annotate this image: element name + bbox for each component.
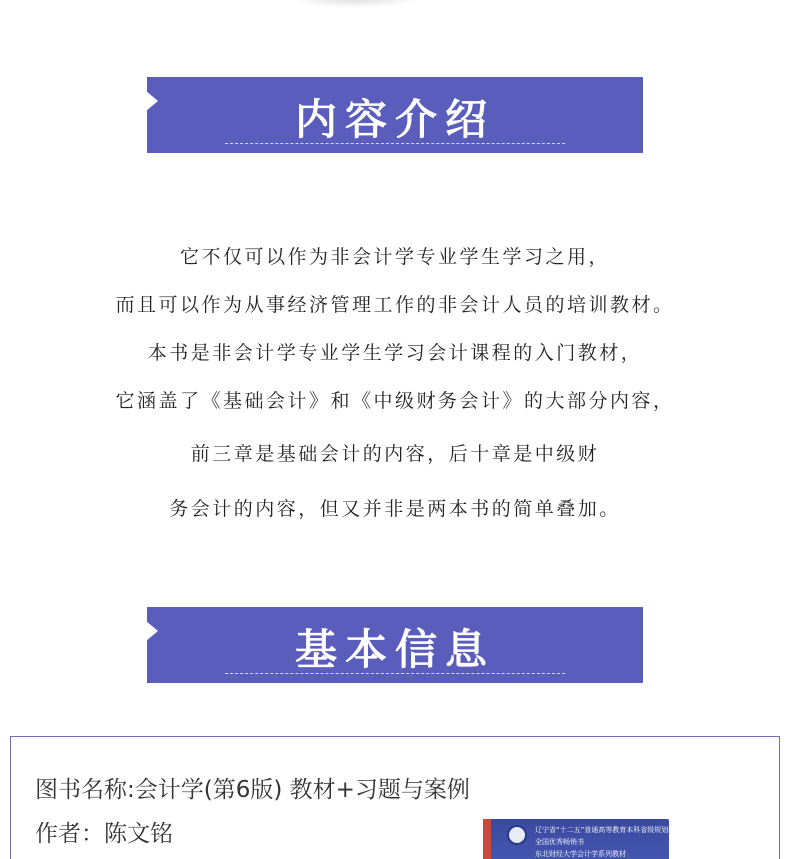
intro-line: 它不仅可以作为非会计学专业学生学习之用， bbox=[179, 246, 610, 268]
emblem-icon bbox=[507, 825, 527, 845]
section-title-info: 基本信息 bbox=[294, 625, 495, 674]
banner-underline bbox=[225, 673, 565, 674]
info-box bbox=[10, 736, 780, 859]
intro-line: 务会计的内容，但又并非是两本书的简单叠加。 bbox=[169, 498, 621, 520]
cover-line: 全国优秀畅销书 bbox=[535, 838, 584, 846]
section-banner-intro bbox=[147, 77, 643, 153]
book-name: 图书名称:会计学(第6版) 教材+习题与案例 bbox=[35, 777, 470, 803]
banner-underline bbox=[225, 143, 565, 144]
intro-line: 本书是非会计学专业学生学习会计课程的入门教材， bbox=[147, 342, 643, 364]
cover-line: 辽宁省“十二五”普通高等教育本科省级规划教材 bbox=[535, 826, 683, 834]
top-shadow bbox=[290, 0, 420, 8]
cover-line: 东北财经大学会计学系列教材 bbox=[535, 850, 626, 858]
intro-line: 前三章是基础会计的内容，后十章是中级财 bbox=[190, 443, 600, 465]
intro-line: 而且可以作为从事经济管理工作的非会计人员的培训教材。 bbox=[115, 294, 675, 316]
book-spine bbox=[483, 819, 491, 859]
book-author: 作者：陈文铭 bbox=[35, 821, 173, 847]
section-banner-info bbox=[147, 607, 643, 683]
intro-line: 它涵盖了《基础会计》和《中级财务会计》的大部分内容， bbox=[115, 390, 675, 412]
book-cover-image bbox=[483, 819, 683, 859]
section-title-intro: 内容介绍 bbox=[294, 95, 495, 144]
